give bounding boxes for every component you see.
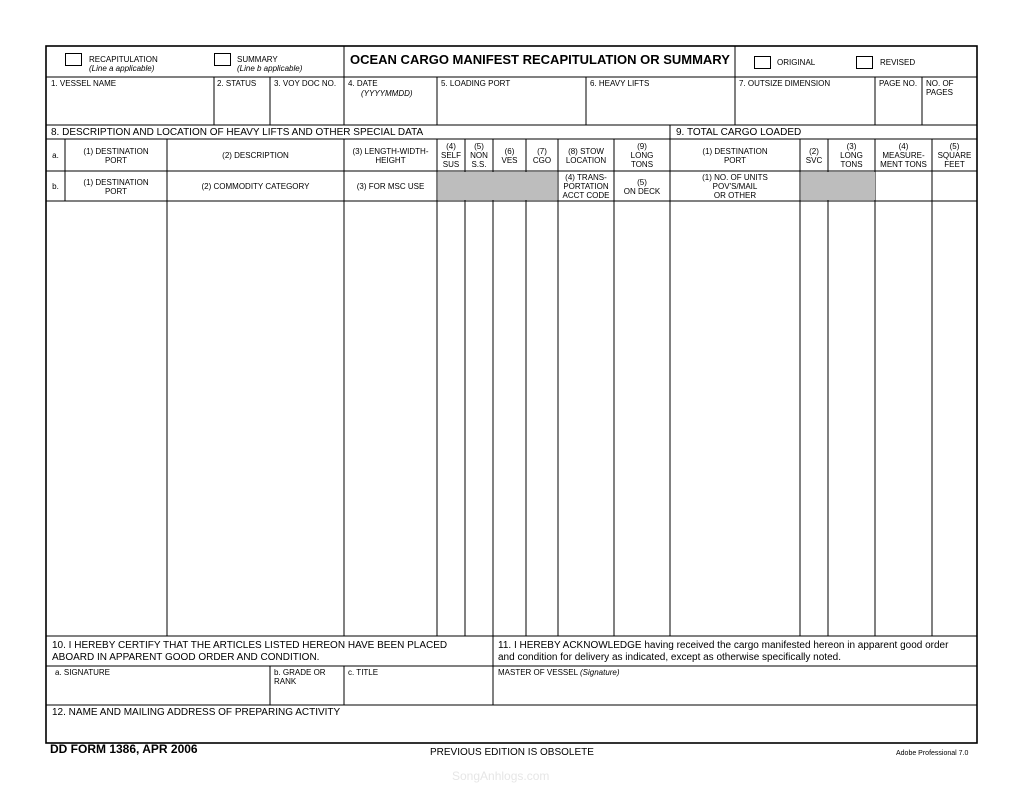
recapitulation-checkbox[interactable] xyxy=(65,53,82,66)
col-cgo: (7) CGO xyxy=(532,147,552,165)
summary-label: SUMMARY xyxy=(237,55,278,64)
original-label: ORIGINAL xyxy=(777,58,816,67)
no-of-pages-field[interactable]: NO. OF PAGES xyxy=(926,79,954,97)
shaded-cell xyxy=(438,172,557,200)
col-stow-location: (8) STOW LOCATION xyxy=(565,147,607,165)
summary-checkbox[interactable] xyxy=(214,53,231,66)
form-title: OCEAN CARGO MANIFEST RECAPITULATION OR SUMMARY xyxy=(350,52,730,67)
outsize-dimension-field[interactable]: 7. OUTSIZE DIMENSION xyxy=(739,79,831,88)
col-transportation-acct-code: (4) TRANS- PORTATION ACCT CODE xyxy=(562,173,610,200)
col-destination-port: (1) DESTINATION PORT xyxy=(83,147,149,165)
col-commodity-category: (2) COMMODITY CATEGORY xyxy=(201,182,310,191)
col-total-destination-port: (1) DESTINATION PORT xyxy=(702,147,768,165)
col-long-tons: (9) LONG TONS xyxy=(630,142,654,169)
form-number: DD FORM 1386, APR 2006 xyxy=(50,742,198,756)
row-b-letter: b. xyxy=(52,182,59,191)
section-8-heading: 8. DESCRIPTION AND LOCATION OF HEAVY LIFTS AND OTHER SPECIAL DATA xyxy=(51,127,424,138)
col-no-of-units: (1) NO. OF UNITS POV'S/MAIL OR OTHER xyxy=(702,173,768,200)
status-field[interactable]: 2. STATUS xyxy=(217,79,257,88)
col-b-destination-port: (1) DESTINATION PORT xyxy=(83,178,149,196)
row-a-letter: a. xyxy=(52,151,59,160)
page-no-field[interactable]: PAGE NO. xyxy=(879,79,918,88)
summary-sublabel: (Line b applicable) xyxy=(237,64,303,73)
previous-edition-note: PREVIOUS EDITION IS OBSOLETE xyxy=(430,747,594,758)
voy-doc-field[interactable]: 3. VOY DOC NO. xyxy=(274,79,337,88)
loading-port-field[interactable]: 5. LOADING PORT xyxy=(441,79,511,88)
col-self-sus: (4) SELF SUS xyxy=(440,142,461,169)
manifest-entry-area[interactable] xyxy=(47,202,976,635)
recapitulation-label: RECAPITULATION xyxy=(89,55,158,64)
recapitulation-sublabel: (Line a applicable) xyxy=(89,64,155,73)
col-non-ss: (5) NON S.S. xyxy=(470,142,488,169)
section-9-heading: 9. TOTAL CARGO LOADED xyxy=(676,127,802,138)
revised-checkbox[interactable] xyxy=(856,56,873,69)
software-note: Adobe Professional 7.0 xyxy=(896,750,969,757)
master-signature-field[interactable] xyxy=(498,668,620,677)
col-total-long-tons: (3) LONG TONS xyxy=(840,142,863,169)
heavy-lifts-field[interactable]: 6. HEAVY LIFTS xyxy=(590,79,650,88)
grade-rank-field[interactable]: b. GRADE OR RANK xyxy=(274,668,326,686)
certification-11: 11. I HEREBY ACKNOWLEDGE having received the cargo manifested hereon in apparent good order and condition for delivery as indicated, except as otherwise specifically noted. xyxy=(498,640,949,663)
vessel-name-field[interactable]: 1. VESSEL NAME xyxy=(51,79,117,88)
original-checkbox[interactable] xyxy=(754,56,771,69)
date-format-hint: (YYYYMMDD) xyxy=(361,89,413,98)
col-on-deck: (5) ON DECK xyxy=(623,178,661,196)
shaded-cell xyxy=(801,172,875,200)
col-measurement-tons: (4) MEASURE- MENT TONS xyxy=(880,142,927,169)
col-for-msc-use: (3) FOR MSC USE xyxy=(356,182,425,191)
signature-field[interactable]: a. SIGNATURE xyxy=(55,668,110,677)
title-field[interactable]: c. TITLE xyxy=(348,668,379,677)
date-field[interactable]: 4. DATE xyxy=(348,79,378,88)
col-ves: (6) VES xyxy=(501,147,518,165)
col-svc: (2) SVC xyxy=(805,147,823,165)
col-description: (2) DESCRIPTION xyxy=(222,151,289,160)
preparing-activity-field[interactable]: 12. NAME AND MAILING ADDRESS OF PREPARING ACTIVITY xyxy=(52,707,341,718)
watermark: SongAnhlogs.com xyxy=(452,769,550,783)
col-length-width-height: (3) LENGTH-WIDTH- HEIGHT xyxy=(352,147,429,165)
master-of-vessel-label: MASTER OF VESSEL xyxy=(498,668,578,677)
certification-10: 10. I HEREBY CERTIFY THAT THE ARTICLES LISTED HEREON HAVE BEEN PLACED ABOARD IN APPARENT GOOD ORDER AND CONDITION. xyxy=(52,640,448,663)
master-signature-hint: (Signature) xyxy=(579,668,620,677)
col-square-feet: (5) SQUARE FEET xyxy=(937,142,972,169)
revised-label: REVISED xyxy=(880,58,916,67)
